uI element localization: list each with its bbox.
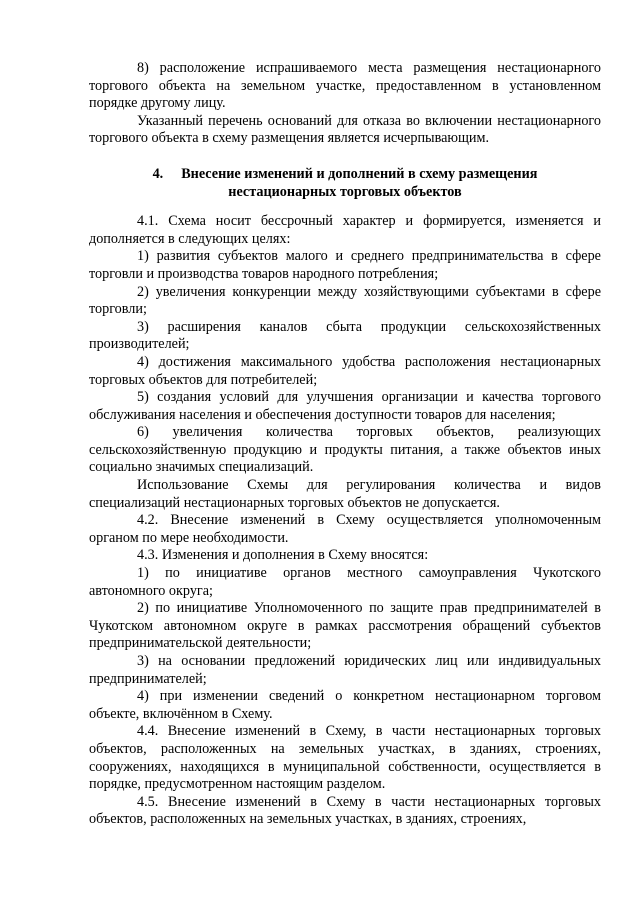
list-item-goal-6: 6) увеличения количества торговых объектов, реализующих сельскохозяйственную продукцию и продукты питания, а также объектов иных социально значимых специализаций. <box>89 424 601 476</box>
list-item-initiative-3: 3) на основании предложений юридических лиц или индивидуальных предпринимателей; <box>89 653 601 687</box>
list-item-goal-4: 4) достижения максимального удобства расположения нестационарных торговых объектов для потребителей; <box>89 353 601 388</box>
section-number: 4. <box>152 165 164 182</box>
section-heading <box>89 166 601 201</box>
paragraph-item-8: 8) расположение испрашиваемого места размещения нестационарного торгового объекта на земельном участке, предоставленном в установленном порядке другому лицу. <box>89 60 601 112</box>
paragraph-4-5: 4.5. Внесение изменений в Схему в части нестационарных торговых объектов, расположенных на земельных участках, в зданиях, строениях, <box>89 793 601 828</box>
document-page <box>89 60 601 829</box>
paragraph-4-1: 4.1. Схема носит бессрочный характер и формируется, изменяется и дополняется в следующих целях: <box>89 213 601 247</box>
paragraph-4-2: 4.2. Внесение изменений в Схему осуществляется уполномоченным органом по мере необходимости. <box>89 512 601 546</box>
list-item-initiative-4: 4) при изменении сведений о конкретном нестационарном торговом объекте, включённом в Схему. <box>89 688 601 722</box>
list-item-goal-1: 1) развития субъектов малого и среднего предпринимательства в сфере торговли и производства товаров народного потребления; <box>89 248 601 282</box>
list-item-goal-5: 5) создания условий для улучшения организации и качества торгового обслуживания населения и обеспечения доступности товаров для населения; <box>89 389 601 423</box>
paragraph-4-3: 4.3. Изменения и дополнения в Схему вносятся: <box>137 547 429 564</box>
list-item-goal-3: 3) расширения каналов сбыта продукции сельскохозяйственных производителей; <box>89 318 601 353</box>
list-item-goal-2: 2) увеличения конкуренции между хозяйствующими субъектами в сфере торговли; <box>89 283 601 318</box>
section-title-line2: нестационарных торговых объектов <box>228 183 462 200</box>
paragraph-4-4: 4.4. Внесение изменений в Схему, в части нестационарных торговых объектов, расположенных на земельных участках, в зданиях, строениях, сооружениях, находящихся в муниципальной собственности, осуществляется в порядке, предусмотренном настоящим разделом. <box>89 723 601 793</box>
list-item-initiative-2: 2) по инициативе Уполномоченного по защите прав предпринимателей в Чукотском автономном округе в рамках рассмотрения обращений субъектов предпринимательской деятельности; <box>89 600 601 652</box>
paragraph-exhaustive-list: Указанный перечень оснований для отказа во включении нестационарного торгового объекта в схему размещения является исчерпывающим. <box>89 112 601 147</box>
list-item-initiative-1: 1) по инициативе органов местного самоуправления Чукотского автономного округа; <box>89 565 601 599</box>
section-title-line1: Внесение изменений и дополнений в схему размещения <box>181 165 538 182</box>
paragraph-usage-restriction: Использование Схемы для регулирования количества и видов специализаций нестационарных торговых объектов не допускается. <box>89 477 601 511</box>
